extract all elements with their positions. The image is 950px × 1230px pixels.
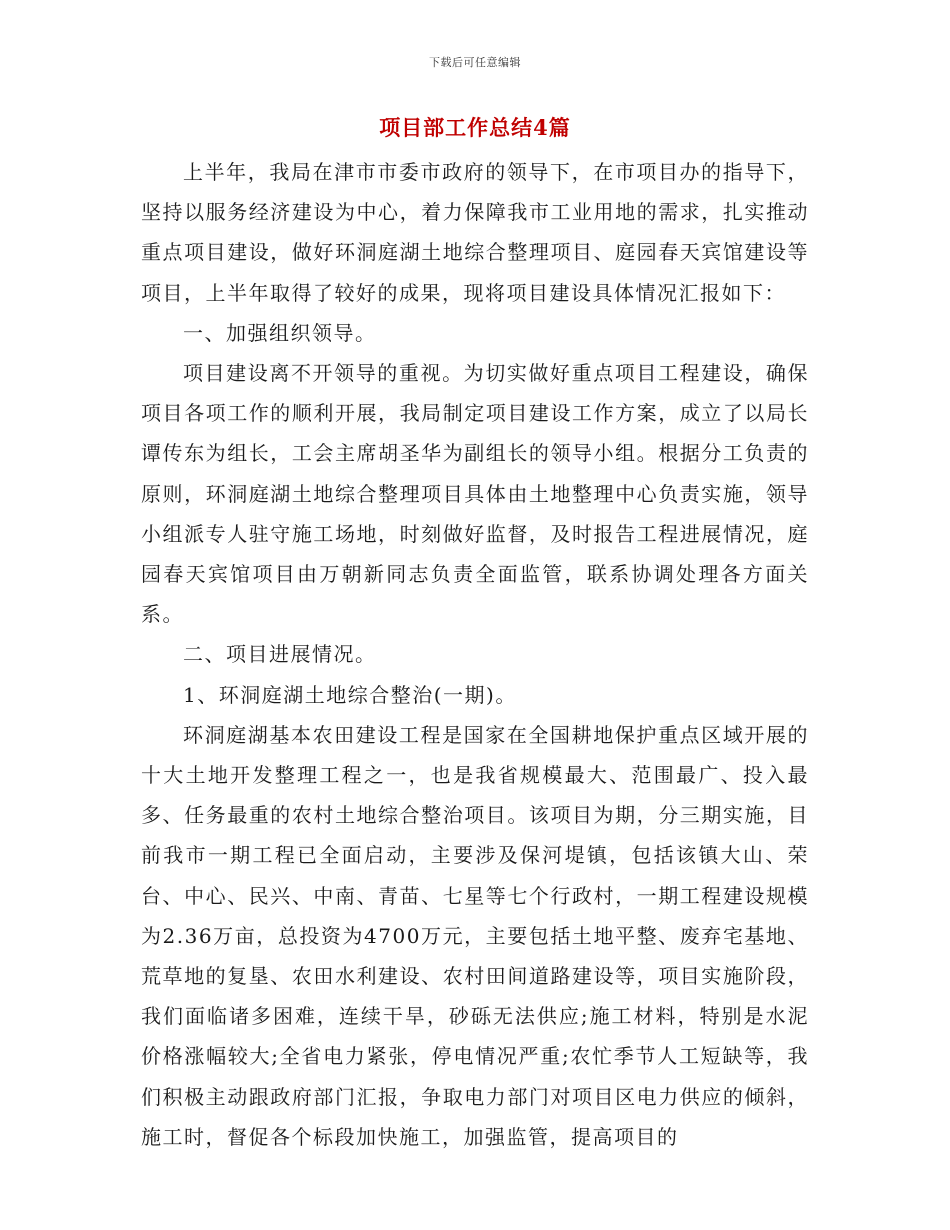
section-heading: 二、项目进展情况。 xyxy=(183,642,377,667)
subsection-heading: 1、环洞庭湖土地综合整治(一期)。 xyxy=(183,682,517,707)
body-paragraph: 环洞庭湖基本农田建设工程是国家在全国耕地保护重点区域开展的十大土地开发整理工程之一，也是我省规模最大、范围最广、投入最多、任务最重的农村土地综合整治项目。该项目为期，分三期实施，目前我市一期工程已全面启动，主要涉及保河堤镇，包括该镇大山、荣台、中心、民兴、中南、青苗、七星等七个行政村，一期工程建设规模为2.36万亩，总投资为4700万元，主要包括土地平整、废弃宅基地、荒草地的复垦、农田水利建设、农村田间道路建设等，项目实施阶段，我们面临诸多困难，连续干旱，砂砾无法供应;施工材料，特别是水泥价格涨幅较大;全省电力紧张，停电情况严重;农忙季节人工短缺等，我们积极主动跟政府部门汇报，争取电力部门对项目区电力供应的倾斜，施工时，督促各个标段加快施工，加强监管，提高项目的 xyxy=(141,722,809,1149)
body-paragraph: 项目建设离不开领导的重视。为切实做好重点项目工程建设，确保项目各项工作的顺利开展，我局制定项目建设工作方案，成立了以局长谭传东为组长，工会主席胡圣华为副组长的领导小组。根据分工负责的原则，环洞庭湖土地综合整理项目具体由土地整理中心负责实施，领导小组派专人驻守施工场地，时刻做好监督，及时报告工程进展情况，庭园春天宾馆项目由万朝新同志负责全面监管，联系协调处理各方面关系。 xyxy=(141,361,809,627)
header-note: 下载后可任意编辑 xyxy=(429,56,521,69)
document-title: 项目部工作总结4篇 xyxy=(379,115,571,140)
section-heading: 一、加强组织领导。 xyxy=(183,320,377,345)
body-paragraph: 上半年，我局在津市市委市政府的领导下，在市项目办的指导下，坚持以服务经济建设为中心，着力保障我市工业用地的需求，扎实推动重点项目建设，做好环洞庭湖土地综合整理项目、庭园春天宾馆建设等项目，上半年取得了较好的成果，现将项目建设具体情况汇报如下： xyxy=(141,160,809,305)
document-body xyxy=(141,152,809,1157)
